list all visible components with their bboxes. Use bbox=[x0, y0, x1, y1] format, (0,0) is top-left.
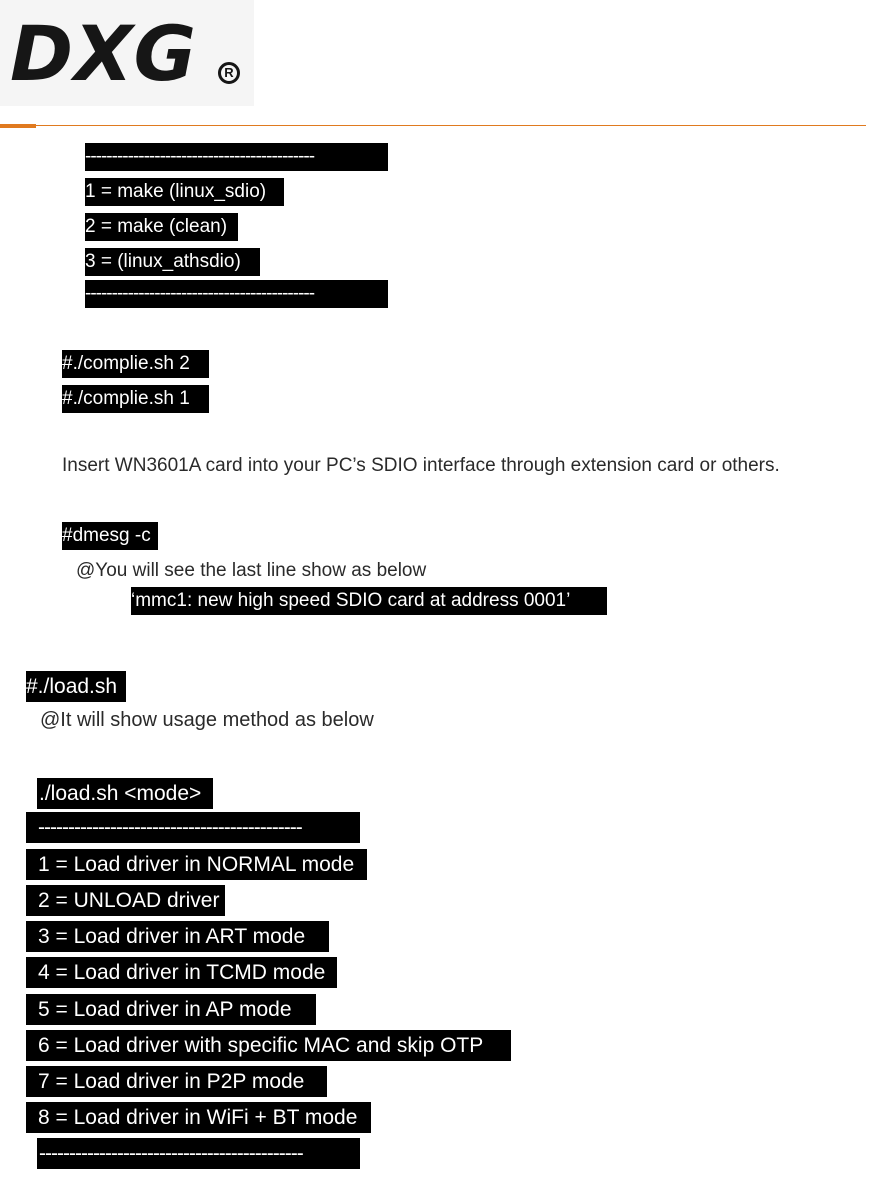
registered-mark-icon: R bbox=[218, 62, 240, 84]
instruction-insert-card: Insert WN3601A card into your PC’s SDIO interface through extension card or others. bbox=[62, 455, 780, 476]
dxg-logo bbox=[0, 0, 254, 106]
compile-menu-separator-top: ------------------------------------------- bbox=[85, 143, 388, 171]
command-dmesg: #dmesg -c bbox=[62, 522, 158, 550]
compile-menu-item-3: 3 = (linux_athsdio) bbox=[85, 248, 260, 276]
usage-item-2: 2 = UNLOAD driver bbox=[26, 885, 225, 916]
usage-item-3: 3 = Load driver in ART mode bbox=[26, 921, 329, 952]
usage-item-6: 6 = Load driver with specific MAC and skip OTP bbox=[26, 1030, 511, 1061]
compile-menu-item-2: 2 = make (clean) bbox=[85, 213, 238, 241]
dmesg-output-line: ‘mmc1: new high speed SDIO card at address 0001’ bbox=[131, 587, 607, 615]
note-last-line: @You will see the last line show as below bbox=[76, 560, 427, 581]
usage-item-8: 8 = Load driver in WiFi + BT mode bbox=[26, 1102, 371, 1133]
usage-syntax: ./load.sh <mode> bbox=[37, 778, 213, 809]
logo-wordmark: DXG bbox=[10, 9, 198, 98]
usage-item-1: 1 = Load driver in NORMAL mode bbox=[26, 849, 367, 880]
command-load: #./load.sh bbox=[26, 671, 126, 702]
header-divider bbox=[0, 125, 866, 126]
usage-item-5: 5 = Load driver in AP mode bbox=[26, 994, 316, 1025]
command-compile-clean: #./complie.sh 2 bbox=[62, 350, 209, 378]
command-compile-build: #./complie.sh 1 bbox=[62, 385, 209, 413]
usage-separator-bottom: -------------------------------------------- bbox=[37, 1138, 360, 1169]
compile-menu-item-1: 1 = make (linux_sdio) bbox=[85, 178, 284, 206]
note-usage: @It will show usage method as below bbox=[40, 709, 374, 731]
usage-item-4: 4 = Load driver in TCMD mode bbox=[26, 957, 337, 988]
usage-separator-top: -------------------------------------------- bbox=[26, 812, 360, 843]
compile-menu-separator-bottom: ------------------------------------------- bbox=[85, 280, 388, 308]
header-accent-bar bbox=[0, 124, 36, 128]
usage-item-7: 7 = Load driver in P2P mode bbox=[26, 1066, 327, 1097]
